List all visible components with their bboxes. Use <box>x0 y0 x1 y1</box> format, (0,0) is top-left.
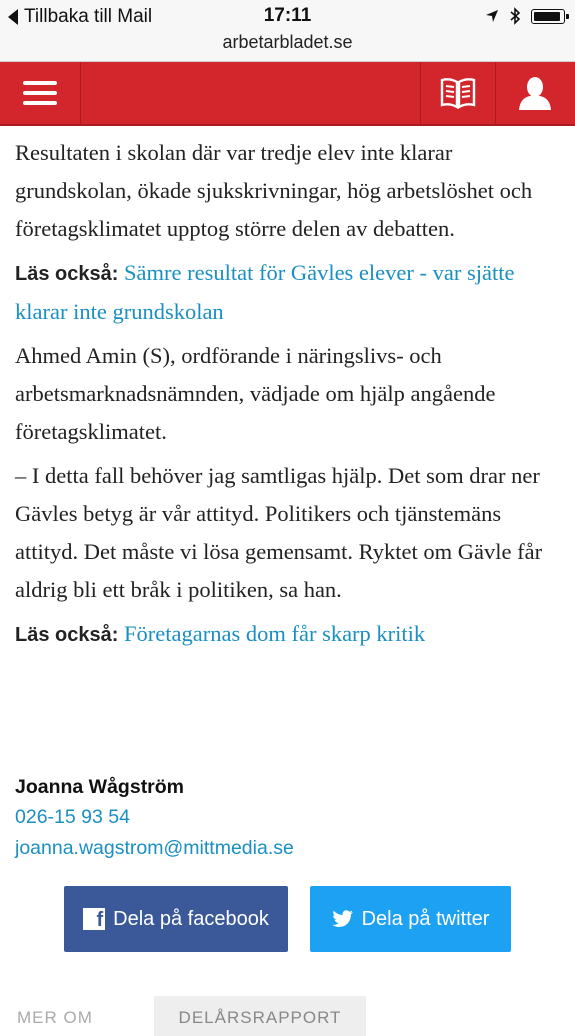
author-email-link[interactable]: joanna.wagstrom@mittmedia.se <box>15 837 294 859</box>
read-also-link[interactable]: Sämre resultat för Gävles elever - var sjätte klarar inte grundskolan <box>15 260 515 324</box>
more-about-label: MER OM <box>17 1008 93 1027</box>
battery-icon <box>531 9 565 24</box>
status-icons <box>485 7 565 25</box>
status-bar <box>0 0 575 62</box>
account-button[interactable] <box>495 62 575 124</box>
article-paragraph: Ahmed Amin (S), ordförande i näringslivs- och arbetsmarknadsnämnden, vädjade om hjälp angående företagsklimatet. <box>15 343 496 444</box>
hamburger-icon <box>23 75 57 111</box>
clock: 17:11 <box>263 5 312 26</box>
read-also-label: Läs också: <box>15 624 119 646</box>
share-twitter-label: Dela på twitter <box>361 907 490 930</box>
menu-button[interactable] <box>0 62 81 124</box>
read-also-label: Läs också: <box>15 263 119 285</box>
facebook-icon: f <box>83 908 105 930</box>
bluetooth-icon <box>509 7 521 25</box>
article-paragraph: – I detta fall behöver jag samtligas hjälp. Det som drar ner Gävles betyg är vår attityd. Politikers och tjänstemäns attityd. Det måste vi lösa gemensamt. Ryktet om Gävle får aldrig bli ett bråk i politiken, sa han. <box>15 463 543 602</box>
author-name: Joanna Wågström <box>15 776 185 798</box>
article-body <box>15 134 565 660</box>
location-arrow-icon <box>485 9 499 23</box>
share-facebook-button[interactable] <box>64 886 288 952</box>
author-phone-link[interactable]: 026-15 93 54 <box>15 806 130 828</box>
tag-delarsrapport[interactable]: DELÅRSRAPPORT <box>154 996 366 1036</box>
site-header <box>0 62 575 126</box>
user-icon <box>518 76 552 110</box>
back-label: Tillbaka till Mail <box>24 6 153 27</box>
read-also-link[interactable]: Företagarnas dom får skarp kritik <box>124 621 426 646</box>
share-facebook-label: Dela på facebook <box>113 907 269 930</box>
byline <box>15 772 515 864</box>
reader-button[interactable] <box>420 62 496 124</box>
article-paragraph: Resultaten i skolan där var tredje elev inte klarar grundskolan, ökade sjukskrivningar, hög arbetslöshet och företagsklimatet upptog större delen av debatten. <box>15 140 533 241</box>
url-bar[interactable]: arbetarbladet.se <box>222 32 353 52</box>
book-icon <box>440 77 476 109</box>
read-also-block <box>15 615 565 654</box>
share-twitter-button[interactable] <box>310 886 511 952</box>
read-also-block <box>15 254 565 331</box>
twitter-bird-icon <box>332 910 354 928</box>
